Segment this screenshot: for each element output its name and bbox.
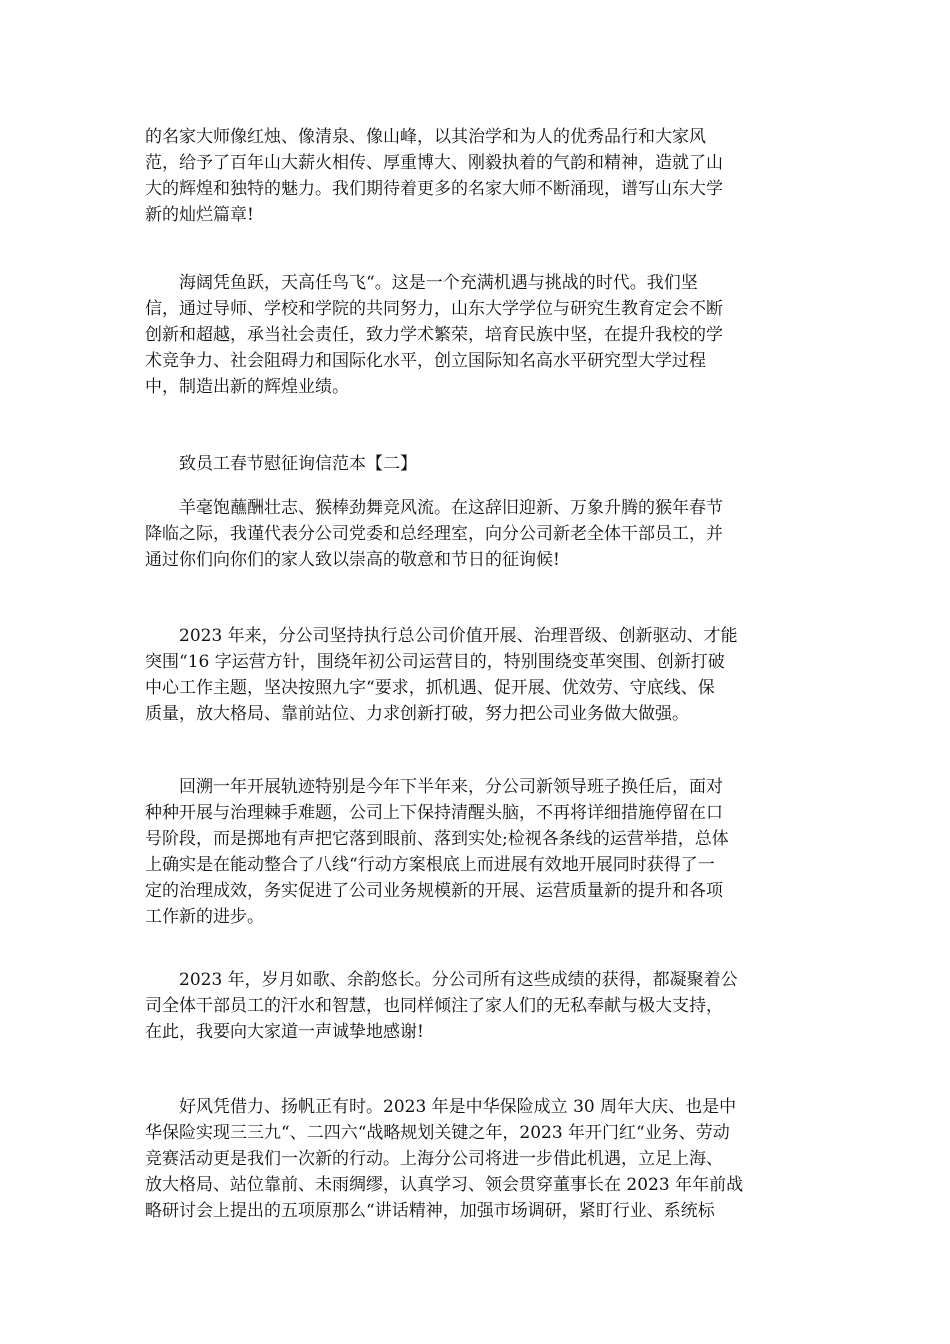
section-heading: 致员工春节慰征询信范本【二】 xyxy=(145,454,417,474)
paragraph-opportunity: 海阔凭鱼跃，天高任鸟飞“。这是一个充满机遇与挑战的时代。我们坚 信，通过导师、学校和学院的共同努力，山东大学学位与研究生教育定会不断 创新和超越，承当社会责任，致力学术繁荣，培育民族中坚，在提升我校的学 术竞争力、社会阻碍力和国际化水平，创立国际知名高水平研究型大学过程 中，制造出新的辉煌业绩。 xyxy=(145,273,723,397)
paragraph-thanks: 2023 年，岁月如歌、余韵悠长。分公司所有这些成绩的获得，都凝聚着公 司全体干部员工的汗水和智慧，也同样倾注了家人们的无私奉献与极大支持， 在此，我要向大家道一声诚挚地感谢! xyxy=(145,970,738,1042)
paragraph-progress: 回溯一年开展轨迹特别是今年下半年来，分公司新领导班子换任后，面对 种种开展与治理棘手难题，公司上下保持清醒头脑，不再将详细措施停留在口 号阶段，而是掷地有声把它落到眼前、落到实处;检视各条线的运营举措，总体 上确实是在能动整合了八线“行动方案根底上而进展有效地开展同时获得了一 定的治理成效，务实促进了公司业务规模新的开展、运营质量新的提升和各项 工作新的进步。 xyxy=(145,777,729,927)
paragraph-masters: 的名家大师像红烛、像清泉、像山峰，以其治学和为人的优秀品行和大家风 范，给予了百年山大薪火相传、厚重博大、刚毅执着的气韵和精神，造就了山 大的辉煌和独特的魅力。我们期待着更多的名家大师不断涌现，谱写山东大学 新的灿烂篇章! xyxy=(145,127,723,225)
paragraph-greeting: 羊毫饱蘸酬壮志、猴棒劲舞竞风流。在这辞旧迎新、万象升腾的猴年春节 降临之际，我谨代表分公司党委和总经理室，向分公司新老全体干部员工，并 通过你们向你们的家人致以崇高的敬意和节日的征询候! xyxy=(145,498,723,570)
paragraph-review: 2023 年来，分公司坚持执行总公司价值开展、治理晋级、创新驱动、才能 突围“16 字运营方针，围绕年初公司运营目的，特别围绕变革突围、创新打破 中心工作主题，坚决按照九字“要求，抓机遇、促开展、优效劳、守底线、保 质量，放大格局、靠前站位、力求创新打破，努力把公司业务做大做强。 xyxy=(145,626,738,724)
paragraph-outlook: 好风凭借力、扬帆正有时。2023 年是中华保险成立 30 周年大庆、也是中 华保险实现三三九“、二四六“战略规划关键之年，2023 年开门红“业务、劳动 竞赛活动更是我们一次新的行动。上海分公司将进一步借此机遇，立足上海、 放大格局、站位靠前、未雨绸缪，认真学习、领会贯穿董事长在 2023 年年前战 略研讨会上提出的五项原那么“讲话精神，加强市场调研，紧盯行业、系统标 xyxy=(145,1097,744,1221)
